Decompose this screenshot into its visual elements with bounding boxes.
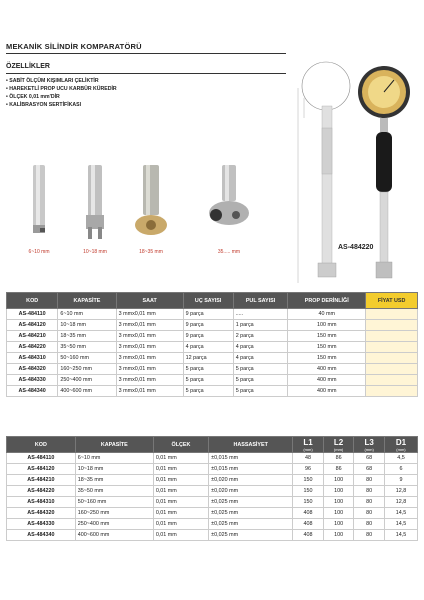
column-header: KOD [7, 437, 76, 453]
table-row [7, 320, 418, 331]
l2-cell: 100 [323, 486, 354, 497]
column-header-label: L3 [364, 437, 374, 447]
capacity-cell: 400~600 mm [75, 530, 153, 541]
table-row [7, 331, 418, 342]
column-header-label: D1 [395, 437, 407, 447]
accuracy-cell: ±0,015 mm [209, 464, 293, 475]
probe-18-35-image [128, 165, 174, 245]
code-cell: AS-484220 [7, 342, 58, 353]
l3-cell: 80 [354, 497, 385, 508]
l1-cell: 408 [293, 519, 324, 530]
l1-cell: 408 [293, 530, 324, 541]
tip-count-cell: 5 parça [183, 364, 233, 375]
l1-cell: 48 [293, 453, 324, 464]
depth-cell: 100 mm [288, 320, 366, 331]
tip-count-cell: 5 parça [183, 386, 233, 397]
capacity-cell: 160~250 mm [58, 364, 116, 375]
price-cell [366, 331, 418, 342]
l3-cell: 80 [354, 486, 385, 497]
table-row [7, 386, 418, 397]
table-row [7, 464, 418, 475]
scale-cell: 0,01 mm [153, 475, 208, 486]
column-header-label: L1 [303, 437, 313, 447]
l1-cell: 408 [293, 508, 324, 519]
l2-cell: 100 [323, 530, 354, 541]
table-row [7, 309, 418, 320]
l3-cell: 80 [354, 519, 385, 530]
scale-cell: 0,01 mm [153, 464, 208, 475]
probe-10-18-image [72, 165, 118, 245]
price-cell [366, 386, 418, 397]
depth-cell: 150 mm [288, 331, 366, 342]
probe-label: 35..... mm [217, 249, 241, 255]
column-header: KAPASİTE [75, 437, 153, 453]
accuracy-cell: ±0,020 mm [209, 475, 293, 486]
code-cell: AS-484340 [7, 530, 76, 541]
model-label: AS-484220 [338, 244, 374, 251]
l2-cell: 100 [323, 508, 354, 519]
probe-label: 18~35 mm [139, 249, 163, 255]
l2-cell: 100 [323, 519, 354, 530]
accuracy-cell: ±0,020 mm [209, 486, 293, 497]
clock-cell: 3 mmx0,01 mm [116, 375, 183, 386]
washer-count-cell: ..... [233, 309, 288, 320]
capacity-cell: 35~50 mm [58, 342, 116, 353]
depth-cell: 150 mm [288, 342, 366, 353]
code-cell: AS-484220 [7, 486, 76, 497]
price-cell [366, 320, 418, 331]
column-header: KOD [7, 293, 58, 309]
l1-cell: 150 [293, 486, 324, 497]
table-row [7, 497, 418, 508]
table-row [7, 353, 418, 364]
clock-cell: 3 mmx0,01 mm [116, 386, 183, 397]
price-table [6, 292, 418, 397]
table-row [7, 530, 418, 541]
column-header: PROP DERİNLİĞİ [288, 293, 366, 309]
tip-count-cell: 9 parça [183, 331, 233, 342]
accuracy-cell: ±0,025 mm [209, 519, 293, 530]
code-cell: AS-484320 [7, 508, 76, 519]
depth-cell: 40 mm [288, 309, 366, 320]
code-cell: AS-484310 [7, 497, 76, 508]
d1-cell: 12,8 [384, 497, 417, 508]
washer-count-cell: 5 parça [233, 364, 288, 375]
scale-cell: 0,01 mm [153, 508, 208, 519]
washer-count-cell: 5 parça [233, 375, 288, 386]
accuracy-cell: ±0,025 mm [209, 508, 293, 519]
capacity-cell: 250~400 mm [58, 375, 116, 386]
column-header: PUL SAYISI [233, 293, 288, 309]
column-header-unit: (mm) [396, 446, 406, 452]
code-cell: AS-484340 [7, 386, 58, 397]
capacity-cell: 6~10 mm [75, 453, 153, 464]
code-cell: AS-484120 [7, 320, 58, 331]
spec-table [6, 436, 418, 541]
capacity-cell: 50~160 mm [58, 353, 116, 364]
table-row [7, 342, 418, 353]
scale-cell: 0,01 mm [153, 453, 208, 464]
d1-cell: 4,5 [384, 453, 417, 464]
l2-cell: 100 [323, 475, 354, 486]
capacity-cell: 18~35 mm [75, 475, 153, 486]
l2-cell: 100 [323, 497, 354, 508]
table-row [7, 519, 418, 530]
tip-count-cell: 5 parça [183, 375, 233, 386]
bore-gauge-image [296, 58, 416, 288]
column-header: HASSASİYET [209, 437, 293, 453]
depth-cell: 150 mm [288, 353, 366, 364]
clock-cell: 3 mmx0,01 mm [116, 353, 183, 364]
tip-count-cell: 12 parça [183, 353, 233, 364]
code-cell: AS-484210 [7, 475, 76, 486]
code-cell: AS-484110 [7, 453, 76, 464]
clock-cell: 3 mmx0,01 mm [116, 320, 183, 331]
table-row [7, 453, 418, 464]
washer-count-cell: 4 parça [233, 342, 288, 353]
capacity-cell: 10~18 mm [58, 320, 116, 331]
l3-cell: 80 [354, 530, 385, 541]
d1-cell: 9 [384, 475, 417, 486]
capacity-cell: 18~35 mm [58, 331, 116, 342]
table-header-row [7, 437, 418, 453]
capacity-cell: 10~18 mm [75, 464, 153, 475]
column-header [354, 437, 385, 453]
washer-count-cell: 5 parça [233, 386, 288, 397]
code-cell: AS-484320 [7, 364, 58, 375]
clock-cell: 3 mmx0,01 mm [116, 309, 183, 320]
accuracy-cell: ±0,025 mm [209, 530, 293, 541]
table-row [7, 508, 418, 519]
column-header-unit: (mm) [303, 446, 313, 452]
clock-cell: 3 mmx0,01 mm [116, 331, 183, 342]
code-cell: AS-484330 [7, 519, 76, 530]
price-cell [366, 342, 418, 353]
column-header [293, 437, 324, 453]
washer-count-cell: 4 parça [233, 353, 288, 364]
l3-cell: 68 [354, 464, 385, 475]
scale-cell: 0,01 mm [153, 486, 208, 497]
table-header-row [7, 293, 418, 309]
scale-cell: 0,01 mm [153, 497, 208, 508]
d1-cell: 14,5 [384, 508, 417, 519]
l2-cell: 86 [323, 453, 354, 464]
l2-cell: 86 [323, 464, 354, 475]
features-divider [6, 73, 286, 74]
d1-cell: 6 [384, 464, 417, 475]
depth-cell: 400 mm [288, 375, 366, 386]
price-cell [366, 375, 418, 386]
tip-count-cell: 4 parça [183, 342, 233, 353]
d1-cell: 12,8 [384, 486, 417, 497]
depth-cell: 400 mm [288, 386, 366, 397]
clock-cell: 3 mmx0,01 mm [116, 364, 183, 375]
price-cell [366, 309, 418, 320]
l3-cell: 68 [354, 453, 385, 464]
code-cell: AS-484110 [7, 309, 58, 320]
column-header-label: L2 [333, 437, 344, 447]
d1-cell: 14,5 [384, 519, 417, 530]
capacity-cell: 35~50 mm [75, 486, 153, 497]
code-cell: AS-484330 [7, 375, 58, 386]
title-divider [6, 53, 286, 54]
table-row [7, 475, 418, 486]
tip-count-cell: 9 parça [183, 320, 233, 331]
price-column-header: FİYAT USD [366, 293, 418, 309]
probe-label: 10~18 mm [83, 249, 107, 255]
probe-label: 6~10 mm [28, 249, 50, 255]
l1-cell: 150 [293, 475, 324, 486]
scale-cell: 0,01 mm [153, 530, 208, 541]
column-header: SAAT [116, 293, 183, 309]
scale-cell: 0,01 mm [153, 519, 208, 530]
l3-cell: 80 [354, 475, 385, 486]
code-cell: AS-484120 [7, 464, 76, 475]
d1-cell: 14,5 [384, 530, 417, 541]
washer-count-cell: 1 parça [233, 320, 288, 331]
table-row [7, 486, 418, 497]
features-list [6, 77, 117, 109]
column-header-unit: (mm) [364, 446, 374, 452]
feature-item: • ÖLÇEK 0,01 mm'DİR [6, 93, 117, 101]
feature-item: • HAREKETLİ PROP UCU KARBÜR KÜREDİR [6, 85, 117, 93]
l3-cell: 80 [354, 508, 385, 519]
code-cell: AS-484210 [7, 331, 58, 342]
table-row [7, 375, 418, 386]
column-header: ÖLÇEK [153, 437, 208, 453]
probe-35-plus-image [206, 165, 252, 245]
capacity-cell: 6~10 mm [58, 309, 116, 320]
page-title: MEKANİK SİLİNDİR KOMPARATÖRÜ [6, 42, 142, 51]
column-header [323, 437, 354, 453]
column-header: KAPASİTE [58, 293, 116, 309]
column-header-unit: (mm) [333, 446, 344, 452]
table-row [7, 364, 418, 375]
capacity-cell: 400~600 mm [58, 386, 116, 397]
feature-item: • KALİBRASYON SERTİFİKASI [6, 101, 117, 109]
code-cell: AS-484310 [7, 353, 58, 364]
price-cell [366, 364, 418, 375]
tip-count-cell: 9 parça [183, 309, 233, 320]
capacity-cell: 250~400 mm [75, 519, 153, 530]
capacity-cell: 50~160 mm [75, 497, 153, 508]
clock-cell: 3 mmx0,01 mm [116, 342, 183, 353]
depth-cell: 400 mm [288, 364, 366, 375]
feature-item: • SABİT ÖLÇÜM KIŞIMLARI ÇELİKTİR [6, 77, 117, 85]
capacity-cell: 160~250 mm [75, 508, 153, 519]
l1-cell: 96 [293, 464, 324, 475]
washer-count-cell: 2 parça [233, 331, 288, 342]
features-title: ÖZELLİKLER [6, 63, 50, 70]
column-header: UÇ SAYISI [183, 293, 233, 309]
l1-cell: 150 [293, 497, 324, 508]
column-header [384, 437, 417, 453]
accuracy-cell: ±0,015 mm [209, 453, 293, 464]
accuracy-cell: ±0,025 mm [209, 497, 293, 508]
price-cell [366, 353, 418, 364]
probe-6-10-image [16, 165, 62, 245]
